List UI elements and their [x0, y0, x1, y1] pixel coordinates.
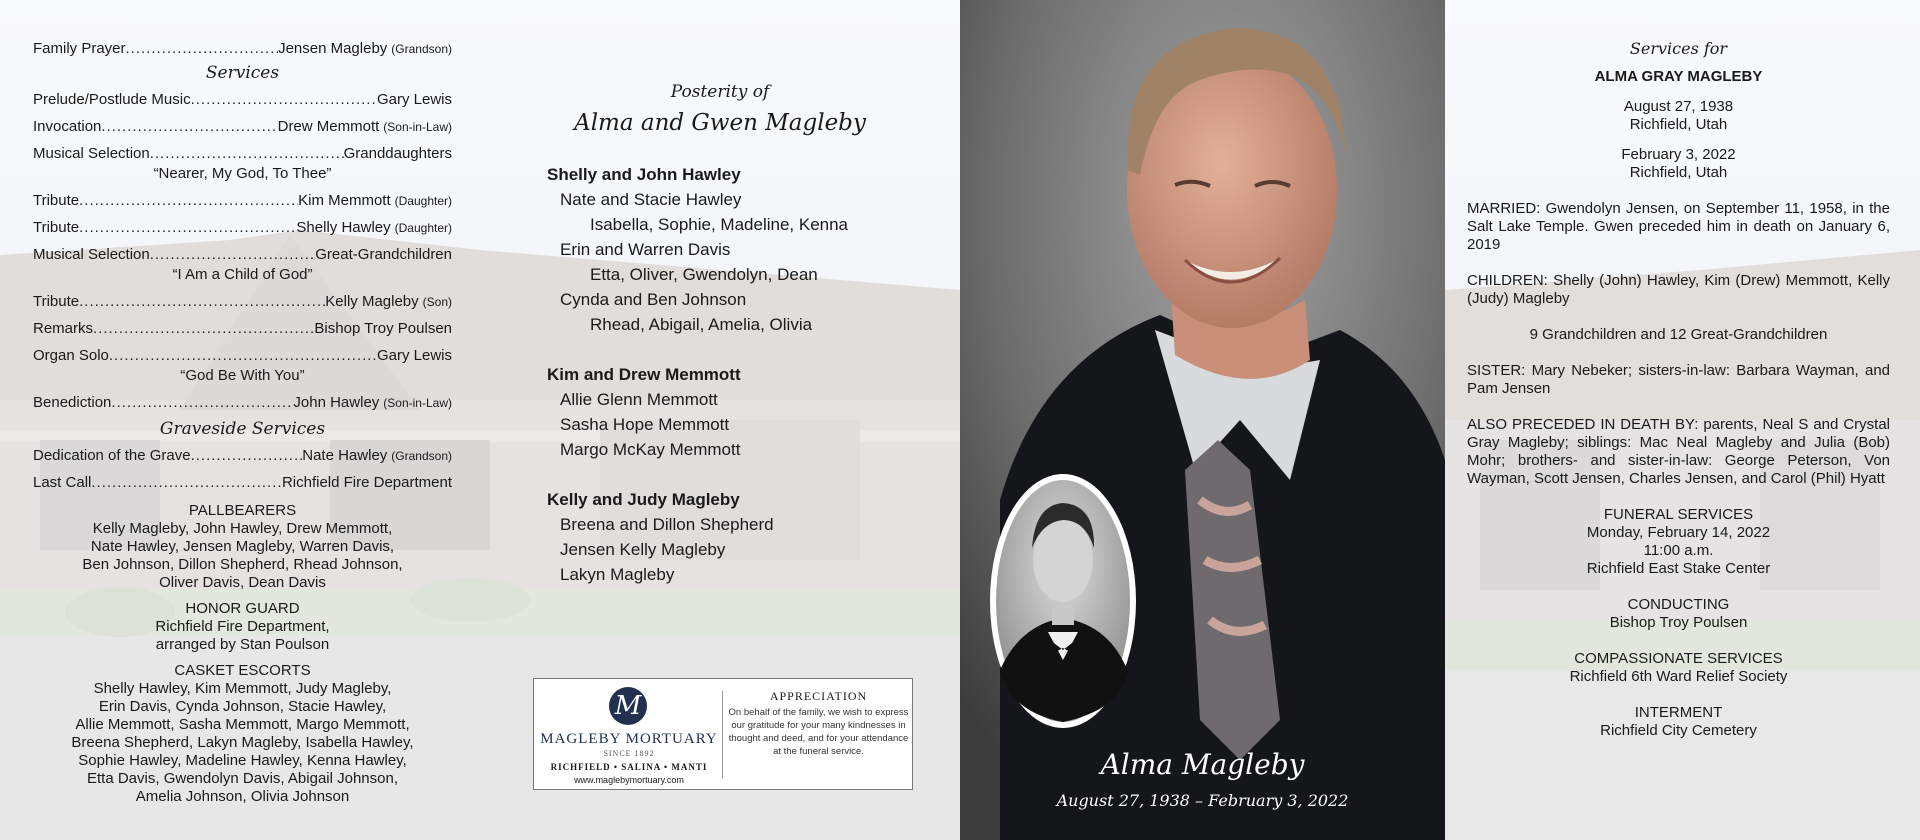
- casket-escort-line: Amelia Johnson, Olivia Johnson: [135, 788, 350, 805]
- row-label: Tribute: [33, 192, 80, 209]
- appreciation-text: On behalf of the family, we wish to express our gratitude for your many kindnesses in thought and deed, and for your attendance at the funeral service.: [728, 707, 909, 757]
- cover-dates: August 27, 1938 – February 3, 2022: [1056, 791, 1349, 810]
- leader-dots: [191, 89, 377, 111]
- funeral-date: Monday, February 14, 2022: [1586, 524, 1771, 541]
- row-person: Kelly Magleby: [325, 293, 419, 310]
- row-note: (Son-in-Law): [383, 396, 452, 410]
- leader-dots: [79, 190, 298, 212]
- program-row: [33, 472, 452, 494]
- program-panel: [0, 0, 480, 840]
- mortuary-logo: M: [609, 687, 647, 725]
- casket-escort-line: Allie Memmott, Sasha Memmott, Margo Memmott,: [75, 716, 410, 733]
- casket-escort-line: Sophie Hawley, Madeline Hawley, Kenna Hawley,: [78, 752, 407, 769]
- program-row: [33, 217, 452, 239]
- program-row: [33, 143, 452, 165]
- casket-escort-line: Etta Davis, Gwendolyn Davis, Abigail Johnson,: [87, 770, 398, 787]
- casket-escort-line: Erin Davis, Cynda Johnson, Stacie Hawley,: [98, 698, 387, 715]
- row-person: Kim Memmott: [298, 192, 391, 209]
- row-label: Organ Solo: [33, 347, 109, 364]
- program-row: [33, 345, 452, 367]
- program-row: [33, 116, 452, 138]
- row-label: Musical Selection: [33, 246, 150, 263]
- compassionate-heading: COMPASSIONATE SERVICES: [1574, 650, 1783, 667]
- mortuary-cities: RICHFIELD • SALINA • MANTI: [550, 762, 708, 772]
- funeral-place: Richfield East Stake Center: [1586, 560, 1771, 577]
- row-note: (Grandson): [391, 42, 452, 56]
- row-person: Richfield Fire Department: [281, 474, 452, 491]
- program-row: [33, 89, 452, 111]
- death-place: Richfield, Utah: [1629, 164, 1728, 181]
- services-list: [33, 89, 452, 414]
- row-label: Tribute: [33, 219, 80, 236]
- birth-date: August 27, 1938: [1623, 98, 1734, 115]
- row-label: Dedication of the Grave: [33, 447, 191, 464]
- services-for-heading: Services for: [1629, 39, 1728, 58]
- pallbearer-line: Ben Johnson, Dillon Shepherd, Rhead Johnson,: [82, 556, 403, 573]
- row-label: Musical Selection: [33, 145, 150, 162]
- mortuary-card: [533, 678, 913, 790]
- death-date: February 3, 2022: [1621, 146, 1736, 163]
- row-label: Remarks: [33, 320, 94, 337]
- family-head: Kim and Drew Memmott: [547, 365, 741, 384]
- graveside-list: [33, 445, 452, 494]
- row-person: Granddaughters: [343, 145, 452, 162]
- married-text: MARRIED: Gwendolyn Jensen, on September 11, 1958, in the Salt Lake Temple. Gwen preceded him in death on January 6, 2019: [1467, 200, 1890, 253]
- honor-guard-line: Richfield Fire Department,: [155, 618, 330, 635]
- program-row: [33, 291, 452, 313]
- leader-dots: [93, 318, 314, 340]
- funeral-time: 11:00 a.m.: [1643, 542, 1714, 559]
- leader-dots: [111, 392, 293, 414]
- pallbearers-list: [33, 520, 452, 592]
- conducting-name: Bishop Troy Poulsen: [1609, 614, 1748, 631]
- honor-guard-line: arranged by Stan Poulson: [155, 636, 330, 653]
- posterity-names: Alma and Gwen Magleby: [574, 110, 866, 136]
- honor-guard-heading: HONOR GUARD: [185, 600, 300, 617]
- family-spacer: [547, 337, 848, 362]
- leader-dots: [79, 291, 325, 313]
- preceded-text: ALSO PRECEDED IN DEATH BY: parents, Neal S and Crystal Gray Magleby; siblings: Mac Neal Magleby and Julia (Bob) Mohr; brothers- and sister-in-law: George Peterson, Von Wayman, Scott Jensen, Charles Jensen, and Carol (Phil) Hyatt: [1467, 416, 1890, 487]
- program-row: [33, 445, 452, 467]
- interment-heading: INTERMENT: [1634, 704, 1723, 721]
- song-title: “I Am a Child of God”: [172, 266, 313, 283]
- funeral-heading: FUNERAL SERVICES: [1603, 506, 1754, 523]
- posterity-title: Posterity of: [670, 82, 770, 102]
- leader-dots: [191, 445, 303, 467]
- program-row: [33, 392, 452, 414]
- portrait-panel: [960, 0, 1445, 840]
- row-person: Shelly Hawley: [296, 219, 391, 236]
- row-note: (Grandson): [391, 449, 452, 463]
- family-spacer: [547, 462, 848, 487]
- casket-escorts-list: [33, 680, 452, 806]
- song-title: “Nearer, My God, To Thee”: [153, 165, 332, 182]
- birth-place: Richfield, Utah: [1629, 116, 1728, 133]
- sister-text: SISTER: Mary Nebeker; sisters-in-law: Barbara Wayman, and Pam Jensen: [1467, 362, 1890, 397]
- casket-escorts-heading: CASKET ESCORTS: [174, 662, 311, 679]
- row-label: Invocation: [33, 118, 102, 135]
- row-note: (Son-in-Law): [383, 120, 452, 134]
- leader-dots: [126, 38, 279, 60]
- leader-dots: [150, 244, 316, 266]
- row-note: (Son): [422, 295, 452, 309]
- leader-dots: [101, 116, 277, 138]
- cover-name: Alma Magleby: [1100, 748, 1305, 781]
- child-family: Cynda and Ben Johnson: [560, 290, 747, 309]
- posterity-panel: [480, 0, 960, 840]
- obituary-panel: [1445, 0, 1920, 840]
- row-note: (Daughter): [394, 194, 452, 208]
- appreciation-title: APPRECIATION: [769, 689, 868, 703]
- pallbearer-line: Oliver Davis, Dean Davis: [159, 574, 326, 591]
- grandchildren-text: 9 Grandchildren and 12 Great-Grandchildren: [1529, 326, 1828, 343]
- row-person: Drew Memmott: [277, 118, 380, 135]
- leader-dots: [91, 472, 282, 494]
- child-family: Erin and Warren Davis: [560, 240, 731, 259]
- row-label: Prelude/Postlude Music: [33, 91, 191, 108]
- family-head: Shelly and John Hawley: [547, 165, 741, 184]
- song-title: “God Be With You”: [180, 367, 305, 384]
- child-family: Nate and Stacie Hawley: [560, 190, 742, 209]
- services-heading: Services: [205, 63, 280, 83]
- row-person: John Hawley: [293, 394, 380, 411]
- row-person: Gary Lewis: [376, 347, 452, 364]
- grandchildren-names: Rhead, Abigail, Amelia, Olivia: [590, 315, 813, 334]
- compassionate-name: Richfield 6th Ward Relief Society: [1569, 668, 1788, 685]
- pallbearer-line: Nate Hawley, Jensen Magleby, Warren Davis,: [90, 538, 395, 555]
- child-family: Margo McKay Memmott: [560, 440, 741, 459]
- child-family: Breena and Dillon Shepherd: [560, 515, 774, 534]
- child-family: Allie Glenn Memmott: [560, 390, 718, 409]
- row-person: Great-Grandchildren: [315, 246, 452, 263]
- grandchildren-names: Isabella, Sophie, Madeline, Kenna: [590, 215, 849, 234]
- graveside-heading: Graveside Services: [159, 419, 326, 439]
- family-tree-list: [547, 162, 848, 587]
- casket-escort-line: Breena Shepherd, Lakyn Magleby, Isabella Hawley,: [71, 734, 414, 751]
- program-row: [33, 244, 452, 266]
- grandchildren-names: Etta, Oliver, Gwendolyn, Dean: [590, 265, 818, 284]
- mortuary-url: www.maglebymortuary.com: [574, 775, 684, 785]
- row-person: Bishop Troy Poulsen: [314, 320, 452, 337]
- children-text: CHILDREN: Shelly (John) Hawley, Kim (Drew) Memmott, Kelly (Judy) Magleby: [1467, 272, 1890, 307]
- family-head: Kelly and Judy Magleby: [547, 490, 740, 509]
- row-label: Last Call: [33, 474, 92, 491]
- row-note: (Daughter): [394, 221, 452, 235]
- leader-dots: [150, 143, 344, 165]
- portrait-photo: [960, 0, 1445, 840]
- row-label: Tribute: [33, 293, 80, 310]
- pallbearers-heading: PALLBEARERS: [188, 502, 297, 519]
- row-label: Benediction: [33, 394, 112, 411]
- casket-escort-line: Shelly Hawley, Kim Memmott, Judy Magleby,: [93, 680, 392, 697]
- row-person: Gary Lewis: [376, 91, 452, 108]
- conducting-heading: CONDUCTING: [1627, 596, 1730, 613]
- row-person: Jensen Magleby: [278, 40, 388, 57]
- program-row: [33, 318, 452, 340]
- card-divider: [722, 691, 723, 779]
- family-prayer-row: [33, 38, 452, 60]
- child-family: Lakyn Magleby: [560, 565, 675, 584]
- child-family: Jensen Kelly Magleby: [560, 540, 726, 559]
- row-person: Nate Hawley: [302, 447, 388, 464]
- mortuary-since: SINCE 1892: [603, 749, 655, 758]
- program-row: [33, 190, 452, 212]
- full-name: ALMA GRAY MAGLEBY: [1594, 68, 1763, 85]
- honor-guard-list: [33, 618, 452, 654]
- leader-dots: [109, 345, 377, 367]
- row-label: Family Prayer: [33, 40, 126, 57]
- mortuary-name: MAGLEBY MORTUARY: [540, 731, 718, 747]
- child-family: Sasha Hope Memmott: [560, 415, 730, 434]
- interment-place: Richfield City Cemetery: [1600, 722, 1757, 739]
- pallbearer-line: Kelly Magleby, John Hawley, Drew Memmott,: [92, 520, 393, 537]
- leader-dots: [79, 217, 296, 239]
